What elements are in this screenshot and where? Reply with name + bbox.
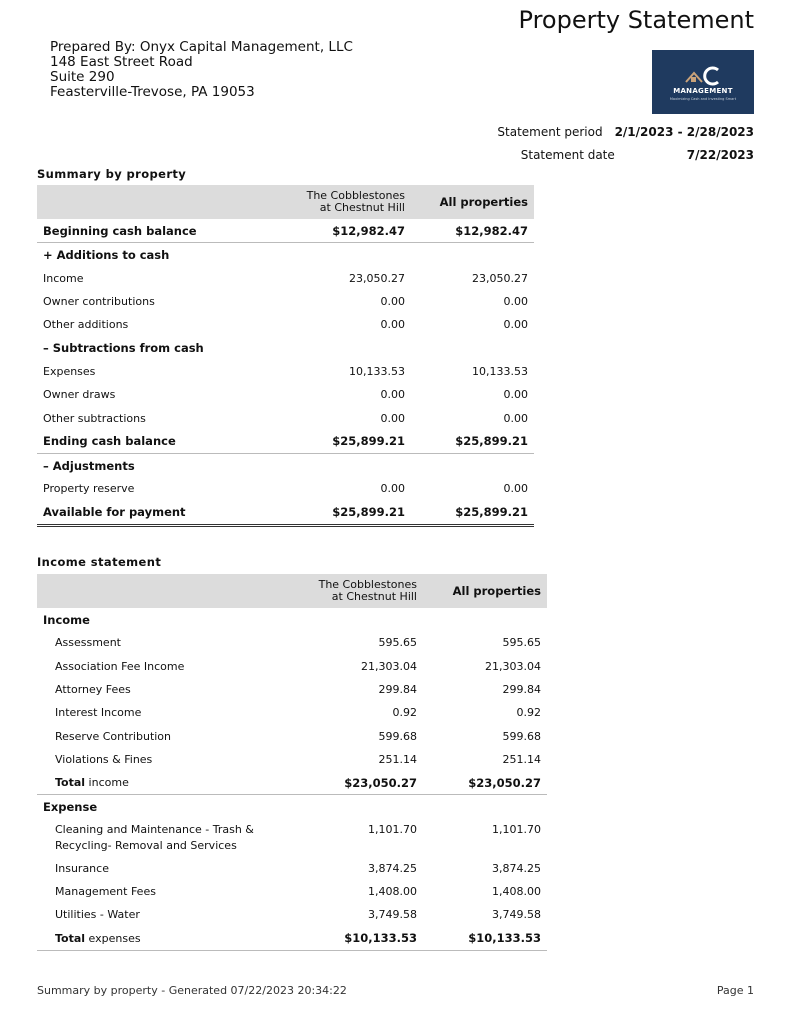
- row-value-all: 3,749.58: [492, 908, 541, 922]
- statement-period: [497, 125, 754, 139]
- table-row: [37, 290, 534, 313]
- row-label: Utilities - Water: [55, 908, 140, 922]
- row-value-all: 0.00: [503, 482, 528, 496]
- row-value-property: 3,874.25: [368, 861, 417, 875]
- footer-page-number: Page 1: [716, 984, 754, 997]
- total-income-suffix: income: [85, 776, 129, 790]
- total-expenses-row: [37, 927, 547, 951]
- table-row: [37, 501, 534, 526]
- row-value-property: 1,101.70: [368, 822, 417, 836]
- row-label: Available for payment: [37, 501, 287, 526]
- table-row: [37, 313, 534, 336]
- logo-wordmark: MANAGEMENT: [673, 87, 733, 95]
- table-row: [37, 406, 534, 429]
- row-value-property: 595.65: [378, 636, 417, 650]
- row-value-all: 3,874.25: [492, 861, 541, 875]
- expense-heading-row: [37, 795, 547, 819]
- row-label: Interest Income: [55, 706, 142, 720]
- row-value-all: $25,899.21: [411, 430, 534, 454]
- income-section-title: Income statement: [37, 555, 162, 569]
- table-row: [37, 903, 547, 926]
- row-value-all: 0.00: [503, 388, 528, 402]
- row-label: Cleaning and Maintenance - Trash & Recycling- Removal and Services: [55, 822, 254, 852]
- row-label: Ending cash balance: [37, 430, 287, 454]
- address-suite: Suite 290: [50, 69, 115, 85]
- table-row: [37, 336, 534, 359]
- row-value-property: 23,050.27: [349, 271, 405, 285]
- table-row: [37, 383, 534, 406]
- prepared-by-block: [50, 40, 353, 100]
- table-row: [37, 453, 534, 477]
- row-value-property: 0.00: [380, 295, 405, 309]
- row-value-property: $10,133.53: [299, 927, 423, 951]
- income-statement-table: [37, 574, 547, 951]
- row-value-all: [411, 243, 534, 267]
- row-value-all: 0.00: [503, 411, 528, 425]
- row-value-property: [287, 453, 411, 477]
- row-label: Owner draws: [43, 388, 116, 402]
- statement-date: [521, 148, 754, 162]
- row-value-property: 299.84: [378, 683, 417, 697]
- table-row: [37, 360, 534, 383]
- row-value-all: $23,050.27: [423, 771, 547, 795]
- summary-header-row: [37, 185, 534, 219]
- row-value-property: 1,408.00: [368, 885, 417, 899]
- row-label: Attorney Fees: [55, 683, 131, 697]
- total-expenses-label: [37, 927, 299, 951]
- row-label: – Adjustments: [43, 458, 135, 473]
- table-row: [37, 819, 547, 857]
- total-word: Total: [55, 776, 86, 790]
- row-label: Beginning cash balance: [37, 219, 287, 243]
- house-c-logo-icon: [652, 64, 754, 86]
- statement-period-label: Statement period: [497, 125, 603, 139]
- row-label: Assessment: [55, 636, 121, 650]
- row-value-all: 0.92: [516, 706, 541, 720]
- row-label: Management Fees: [55, 885, 156, 899]
- summary-table: [37, 185, 534, 527]
- row-label: Expenses: [43, 364, 96, 378]
- logo-tagline: Maximizing Cash and Investing Smart: [669, 97, 737, 101]
- income-heading: Income: [43, 612, 90, 627]
- row-label: Other subtractions: [43, 411, 146, 425]
- row-value-property: [287, 243, 411, 267]
- row-value-all: $25,899.21: [411, 501, 534, 526]
- row-label: – Subtractions from cash: [43, 341, 204, 356]
- table-row: [37, 880, 547, 903]
- summary-header-all: All properties: [411, 185, 534, 219]
- table-row: [37, 477, 534, 500]
- row-value-property: 0.00: [380, 318, 405, 332]
- footer-generated: Summary by property - Generated 07/22/2023 20:34:22: [37, 984, 347, 997]
- income-header-label: [37, 574, 299, 608]
- income-header-row: [37, 574, 547, 608]
- summary-section-title: Summary by property: [37, 167, 187, 181]
- row-value-all: 1,101.70: [492, 822, 541, 836]
- row-label: Association Fee Income: [55, 659, 185, 673]
- row-value-all: 0.00: [503, 295, 528, 309]
- row-value-property: 0.00: [380, 411, 405, 425]
- row-value-property: 251.14: [378, 752, 417, 766]
- table-row: [37, 430, 534, 454]
- row-value-all: 595.65: [502, 636, 541, 650]
- row-value-all: 0.00: [503, 318, 528, 332]
- table-row: [37, 724, 547, 747]
- statement-period-value: 2/1/2023 - 2/28/2023: [614, 125, 754, 139]
- table-row: [37, 219, 534, 243]
- row-value-property: 0.00: [380, 388, 405, 402]
- row-value-property: 0.00: [380, 482, 405, 496]
- row-label: Other additions: [43, 318, 129, 332]
- row-value-all: 21,303.04: [485, 659, 541, 673]
- table-row: [37, 267, 534, 290]
- table-row: [37, 655, 547, 678]
- table-row: [37, 701, 547, 724]
- income-heading-row: [37, 608, 547, 631]
- row-label: Reserve Contribution: [55, 729, 172, 743]
- row-value-property: 10,133.53: [349, 364, 405, 378]
- summary-header-property: The Cobblestones at Chestnut Hill: [287, 185, 411, 219]
- total-word: Total: [55, 931, 86, 945]
- row-value-all: $12,982.47: [411, 219, 534, 243]
- row-value-property: [287, 336, 411, 359]
- row-value-property: $25,899.21: [287, 501, 411, 526]
- row-value-property: 3,749.58: [368, 908, 417, 922]
- row-value-all: 10,133.53: [472, 364, 528, 378]
- row-value-all: 1,408.00: [492, 885, 541, 899]
- row-label: + Additions to cash: [43, 247, 170, 262]
- expense-heading: Expense: [43, 800, 98, 815]
- table-row: [37, 857, 547, 880]
- row-label: Income: [43, 271, 84, 285]
- row-value-property: 0.92: [392, 706, 417, 720]
- company-logo: [652, 50, 754, 114]
- row-value-property: $23,050.27: [299, 771, 423, 795]
- table-row: [37, 243, 534, 267]
- row-value-all: 299.84: [502, 683, 541, 697]
- row-value-all: 251.14: [502, 752, 541, 766]
- address-street: 148 East Street Road: [50, 54, 193, 70]
- prepared-by-line: Prepared By: Onyx Capital Management, LLC: [50, 39, 353, 55]
- row-label: Owner contributions: [43, 295, 155, 309]
- table-row: [37, 631, 547, 654]
- row-value-property: 21,303.04: [361, 659, 417, 673]
- row-value-all: 23,050.27: [472, 271, 528, 285]
- address-city: Feasterville-Trevose, PA 19053: [50, 84, 255, 100]
- summary-header-label: [37, 185, 287, 219]
- row-label: Insurance: [55, 861, 109, 875]
- table-row: [37, 678, 547, 701]
- row-label: Property reserve: [43, 482, 135, 496]
- income-header-property: The Cobblestones at Chestnut Hill: [299, 574, 423, 608]
- row-value-all: [411, 453, 534, 477]
- income-header-all: All properties: [423, 574, 547, 608]
- statement-date-label: Statement date: [520, 148, 615, 162]
- total-income-row: [37, 771, 547, 795]
- row-value-all: 599.68: [502, 729, 541, 743]
- row-value-property: $12,982.47: [287, 219, 411, 243]
- document-title: Property Statement: [518, 6, 754, 34]
- total-expenses-suffix: expenses: [85, 931, 141, 945]
- total-income-label: [37, 771, 299, 795]
- row-value-all: [411, 336, 534, 359]
- table-row: [37, 748, 547, 771]
- row-value-all: $10,133.53: [423, 927, 547, 951]
- row-value-property: 599.68: [378, 729, 417, 743]
- row-value-property: $25,899.21: [287, 430, 411, 454]
- statement-date-value: 7/22/2023: [686, 148, 754, 162]
- row-label: Violations & Fines: [55, 752, 153, 766]
